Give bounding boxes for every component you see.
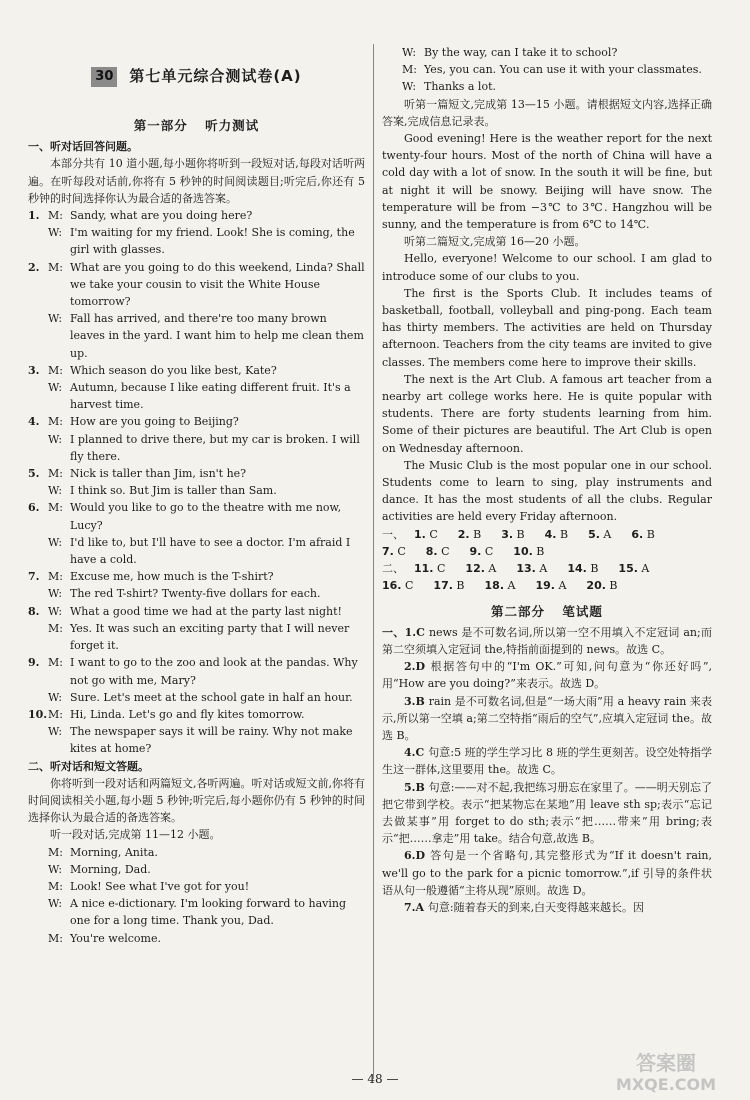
dialog-line — [28, 310, 365, 362]
question-number: 6. — [28, 501, 40, 515]
answer-number: 2. — [457, 527, 470, 541]
answer-number: 3. — [501, 527, 514, 541]
speaker: W: — [48, 690, 63, 704]
dialog-line — [28, 568, 365, 585]
left-column — [28, 55, 365, 1085]
explanation-answer: C — [415, 746, 429, 760]
question-number: 5. — [28, 467, 40, 481]
dialog-line — [28, 465, 365, 482]
answer-number: 18. — [484, 579, 505, 593]
speaker: W: — [48, 587, 63, 601]
part1-subtitle: 听力测试 — [205, 118, 260, 133]
dialog-line — [28, 207, 365, 224]
answer-item — [586, 577, 627, 594]
dialog-line — [28, 620, 365, 654]
passage2-paragraph: The first is the Sports Club. It includes teams of basketball, football, volleyball and ping-pong. Each team has thirty members. The activities are held on Thursday afternoon. Teachers from the city teams are invited to give classes. The members come here to improve their skills. — [382, 286, 712, 369]
utterance: I want to go to the zoo and look at the pandas. Why not go with me, Mary? — [70, 656, 358, 687]
answer-number: 14. — [567, 562, 587, 576]
answer-item — [501, 526, 534, 543]
utterance: What are you going to do this weekend, Linda? Shall we take your cousin to visit the White House tomorrow? — [70, 260, 365, 309]
dialog-line — [28, 362, 365, 379]
answer-letter: C — [429, 527, 438, 541]
utterance: Yes. It was such an exciting party that I will never forget it. — [70, 621, 350, 653]
utterance: I'm waiting for my friend. Look! She is coming, the girl with glasses. — [70, 226, 355, 257]
passage1-text: Good evening! Here is the weather report for the next twenty-four hours. Most of the north of China will have a cold day with a lot of snow. In the south it will be fine, but at night it will be snowy. Beijing will have snow. The temperature will be from −3℃ to 3℃. Hangzhou will be sunny, and the temperature is from 6℃ to 14℃. — [382, 132, 712, 232]
speaker: M: — [48, 467, 63, 481]
speaker: M: — [48, 260, 63, 274]
utterance: Sure. Let's meet at the school gate in half an hour. — [70, 690, 353, 704]
answer-letter: C — [397, 544, 406, 558]
answer-item — [414, 526, 448, 543]
explanation-number: 7. — [404, 900, 416, 914]
page-title: 第七单元综合测试卷(A) — [129, 67, 302, 86]
answer-item — [458, 526, 491, 543]
explanation-number: 5. — [404, 780, 416, 794]
passage2-intro: 听第二篇短文,完成第 16—20 小题。 — [404, 235, 586, 249]
page-number: — 48 — — [351, 1072, 399, 1086]
utterance: Hi, Linda. Let's go and fly kites tomorrow. — [70, 707, 305, 721]
answer-row-2 — [382, 560, 712, 594]
answer-number: 11. — [414, 562, 434, 576]
passage1-intro: 听第一篇短文,完成第 13—15 小题。请根据短文内容,选择正确答案,完成信息记录表。 — [382, 97, 712, 128]
answer-letter: B — [590, 562, 599, 576]
speaker: M: — [48, 931, 63, 945]
answer-number: 20. — [586, 579, 606, 593]
answer-number: 10. — [513, 544, 533, 558]
dialog-line — [28, 259, 365, 311]
utterance: I think so. But Jim is taller than Sam. — [70, 484, 277, 498]
speaker: W: — [48, 535, 63, 549]
explanation-text: 答句是一个省略句,其完整形式为“If it doesn't rain, we'll go to the park for a picnic tomorrow.”,if 引导的条件状语从句一般遵循“主将从现”原则。故选 D。 — [382, 849, 712, 897]
dialog-line — [382, 61, 712, 78]
page-header — [28, 67, 365, 87]
answer-number: 15. — [618, 562, 638, 576]
explanation-answer: B — [415, 780, 429, 794]
answer-item — [426, 543, 460, 560]
explanation-item — [382, 624, 712, 658]
question-number: 3. — [28, 363, 40, 377]
answer-letter: A — [641, 562, 650, 576]
answer-letter: C — [484, 544, 494, 558]
answer-item — [567, 560, 608, 577]
question-number: 1. — [28, 209, 40, 223]
speaker: W: — [48, 381, 63, 395]
dialog-line — [28, 534, 365, 568]
answer-item — [535, 577, 576, 594]
utterance: You're welcome. — [70, 931, 161, 945]
question-number: 4. — [28, 415, 40, 429]
watermark-logo — [596, 1048, 736, 1096]
answer-number: 12. — [465, 562, 485, 576]
answer-letter: A — [507, 579, 516, 593]
dialog-line — [28, 224, 365, 258]
question-number: 2. — [28, 260, 40, 274]
explanation-text: 句意:——对不起,我把练习册忘在家里了。——明天别忘了把它带到学校。表示“把某物忘在某地”用 leave sth sp;表示“忘记去做某事”用 forget to do sth;表示“把……带来”用 bring;表示“把……拿走”用 take。结合句意,故选 B。 — [382, 780, 712, 846]
section2-heading: 二、听对话和短文答题。 — [28, 759, 149, 773]
answer-item — [545, 526, 578, 543]
dialog-line — [28, 844, 365, 861]
question-number: 7. — [28, 570, 40, 584]
dialog-line — [28, 930, 365, 947]
passage2-paragraph: The Music Club is the most popular one in our school. Students come to learn to sing, play instruments and dance. It has the most students of all the clubs. Regular activities are held every Friday afternoon. — [382, 458, 712, 524]
answer-item — [513, 543, 554, 560]
speaker: W: — [48, 432, 63, 446]
explanation-answer: D — [415, 660, 431, 674]
test-number-badge: 30 — [91, 67, 117, 87]
dialog-line — [28, 895, 365, 929]
answer-letter: B — [456, 579, 465, 593]
dialog-intro: 听一段对话,完成第 11—12 小题。 — [50, 828, 221, 842]
answer-item — [382, 577, 423, 594]
speaker: M: — [48, 879, 63, 893]
answer-number: 9. — [469, 544, 482, 558]
answer-item — [485, 577, 526, 594]
answer-letter: A — [539, 562, 548, 576]
explanation-answer: A — [415, 900, 428, 914]
dialog-line — [28, 689, 365, 706]
section1-heading: 一、听对话回答问题。 — [28, 140, 138, 154]
passage2-text — [382, 250, 712, 525]
answer-number: 6. — [631, 527, 644, 541]
section1-items — [28, 207, 365, 758]
answer-label: 一、 — [382, 527, 404, 541]
dialog-line — [28, 878, 365, 895]
answer-letter: B — [559, 527, 569, 541]
right-column — [382, 44, 712, 1085]
answer-number: 5. — [588, 527, 600, 541]
part1-heading — [28, 117, 365, 134]
passage2-paragraph: Hello, everyone! Welcome to our school. I am glad to introduce some of our clubs to you. — [382, 252, 712, 283]
explanation-item — [382, 847, 712, 899]
speaker: W: — [48, 897, 63, 911]
speaker: M: — [48, 621, 63, 635]
dialog-part-right — [382, 44, 712, 96]
column-divider — [373, 44, 374, 1079]
speaker: W: — [48, 312, 63, 326]
question-number: 9. — [28, 656, 40, 670]
speaker: W: — [48, 484, 63, 498]
speaker: W: — [48, 226, 63, 240]
part2-title: 第二部分 — [491, 603, 546, 619]
explanation-answer: C — [416, 625, 429, 639]
utterance: Thanks a lot. — [424, 80, 496, 94]
utterance: Which season do you like best, Kate? — [70, 363, 277, 377]
speaker: M: — [48, 570, 63, 584]
answer-number: 17. — [433, 579, 453, 593]
answer-letter: B — [536, 544, 545, 558]
answer-letter: C — [437, 562, 446, 576]
question-number: 8. — [28, 604, 40, 618]
speaker: W: — [48, 604, 63, 618]
answer-number: 1. — [414, 527, 426, 541]
dialog-part-left — [28, 844, 365, 947]
speaker: M: — [48, 209, 63, 223]
answer-letter: A — [488, 562, 497, 576]
explanation-number: 6. — [404, 849, 416, 863]
dialog-line — [28, 482, 365, 499]
answer-item — [414, 560, 455, 577]
utterance: I'd like to, but I'll have to see a doctor. I'm afraid I have a cold. — [70, 535, 351, 567]
answer-item — [631, 526, 664, 543]
explanation-answer: D — [415, 849, 431, 863]
answer-row-1 — [382, 526, 712, 560]
speaker: M: — [48, 845, 63, 859]
answer-item — [588, 526, 621, 543]
watermark-line1: 答案圈 — [636, 1051, 696, 1075]
utterance: Morning, Anita. — [70, 845, 158, 859]
explanation-number: 4. — [404, 746, 416, 760]
utterance: Yes, you can. You can use it with your classmates. — [424, 63, 702, 77]
explanation-text: 根据答句中的“I'm OK.”可知,问句意为“你还好吗”,用“How are you doing?”来表示。故选 D。 — [382, 660, 712, 691]
answer-number: 7. — [382, 544, 394, 558]
explanation-text: rain 是不可数名词,但是“一场大雨”用 a heavy rain 来表示,所以第一空填 a;第二空特指“雨后的空气”,应填入定冠词 the。故选 B。 — [382, 694, 712, 742]
speaker: W: — [48, 862, 63, 876]
explanation-item — [382, 744, 712, 778]
utterance: What a good time we had at the party last night! — [70, 604, 342, 618]
answer-item — [382, 543, 416, 560]
answer-item — [618, 560, 659, 577]
answer-letter: B — [473, 527, 482, 541]
answer-number: 19. — [535, 579, 555, 593]
part1-title: 第一部分 — [133, 118, 188, 133]
dialog-line — [28, 431, 365, 465]
dialog-line — [382, 78, 712, 95]
answer-item — [433, 577, 474, 594]
dialog-line — [28, 723, 365, 757]
dialog-line — [28, 706, 365, 723]
explanation-item — [382, 899, 712, 916]
answer-letter: C — [405, 579, 414, 593]
answer-item — [470, 543, 504, 560]
watermark-line2: MXQE.COM — [615, 1075, 717, 1094]
passage2-paragraph: The next is the Art Club. A famous art teacher from a nearby art college works here. He is quite popular with students. There are forty students learning from him. Some of their pictures are beautiful. The Art Club is open on Wednesday afternoon. — [382, 372, 712, 455]
answer-letter: A — [603, 527, 612, 541]
utterance: Fall has arrived, and there're too many brown leaves in the yard. I want him to help me clean them up. — [70, 312, 364, 360]
answer-number: 13. — [516, 562, 536, 576]
section2-intro: 你将听到一段对话和两篇短文,各听两遍。听对话或短文前,你将有时间阅读相关小题,每小题 5 秒钟;听完后,每小题你仍有 5 秒钟的时间选择你认为最合适的备选答案。 — [28, 776, 365, 825]
utterance: Excuse me, how much is the T-shirt? — [70, 570, 274, 584]
utterance: The newspaper says it will be rainy. Why not make kites at home? — [70, 725, 353, 756]
speaker: M: — [48, 415, 63, 429]
answer-letter: A — [558, 579, 567, 593]
speaker: W: — [402, 80, 417, 94]
speaker: W: — [48, 725, 63, 739]
explanation-number: 一、1. — [382, 625, 417, 639]
answer-number: 8. — [425, 544, 438, 558]
utterance: The red T-shirt? Twenty-five dollars for each. — [70, 587, 321, 601]
part2-heading — [382, 603, 712, 620]
explanations — [382, 624, 712, 916]
utterance: Sandy, what are you doing here? — [70, 209, 253, 223]
explanation-text: news 是不可数名词,所以第一空不用填入不定冠词 an;而第二空须填入定冠词 the,特指前面提到的 news。故选 C。 — [382, 625, 712, 656]
explanation-item — [382, 658, 712, 692]
speaker: M: — [48, 501, 63, 515]
answer-number: 16. — [382, 579, 402, 593]
utterance: Morning, Dad. — [70, 862, 151, 876]
utterance: Look! See what I've got for you! — [70, 879, 250, 893]
dialog-line — [28, 413, 365, 430]
utterance: By the way, can I take it to school? — [424, 46, 618, 59]
utterance: Autumn, because I like eating different fruit. It's a harvest time. — [70, 381, 351, 412]
explanation-item — [382, 693, 712, 745]
dialog-line — [28, 654, 365, 688]
explanation-item — [382, 779, 712, 848]
question-number: 10. — [28, 707, 48, 721]
section1-intro: 本部分共有 10 道小题,每小题你将听到一段短对话,每段对话听两遍。在听每段对话前,你将有 5 秒钟的时间阅读题目;听完后,你还有 5 秒钟的时间选择你认为最合适的备选答案。 — [28, 157, 365, 205]
answer-letter: B — [646, 527, 655, 541]
dialog-line — [28, 603, 365, 620]
speaker: M: — [48, 707, 63, 721]
dialog-line — [28, 499, 365, 533]
speaker: M: — [48, 656, 63, 670]
explanation-answer: B — [415, 694, 429, 708]
explanation-number: 3. — [404, 694, 416, 708]
explanation-text: 句意:5 班的学生学习比 8 班的学生更刻苦。设空处特指学生这一群体,这里要用 the。故选 C。 — [382, 746, 712, 777]
utterance: Nick is taller than Jim, isn't he? — [70, 467, 247, 481]
answer-letter: B — [516, 527, 525, 541]
part2-subtitle: 笔试题 — [562, 603, 603, 619]
dialog-line — [28, 861, 365, 878]
answer-label: 二、 — [382, 562, 404, 576]
dialog-line — [28, 585, 365, 602]
explanation-text: 句意:随着春天的到来,白天变得越来越长。因 — [427, 900, 645, 914]
answer-letter: B — [609, 579, 618, 593]
utterance: I planned to drive there, but my car is broken. I will fly there. — [70, 432, 360, 463]
answer-letter: C — [441, 544, 450, 558]
utterance: Would you like to go to the theatre with me now, Lucy? — [70, 501, 342, 532]
utterance: How are you going to Beijing? — [70, 415, 239, 429]
utterance: A nice e-dictionary. I'm looking forward to having one for a long time. Thank you, Dad. — [70, 897, 346, 928]
speaker: M: — [48, 363, 63, 377]
explanation-number: 2. — [404, 660, 416, 674]
speaker: M: — [402, 63, 417, 77]
answer-item — [516, 560, 557, 577]
speaker: W: — [402, 46, 417, 59]
answer-number: 4. — [544, 527, 557, 541]
answer-item — [465, 560, 506, 577]
dialog-line — [382, 44, 712, 61]
dialog-line — [28, 379, 365, 413]
